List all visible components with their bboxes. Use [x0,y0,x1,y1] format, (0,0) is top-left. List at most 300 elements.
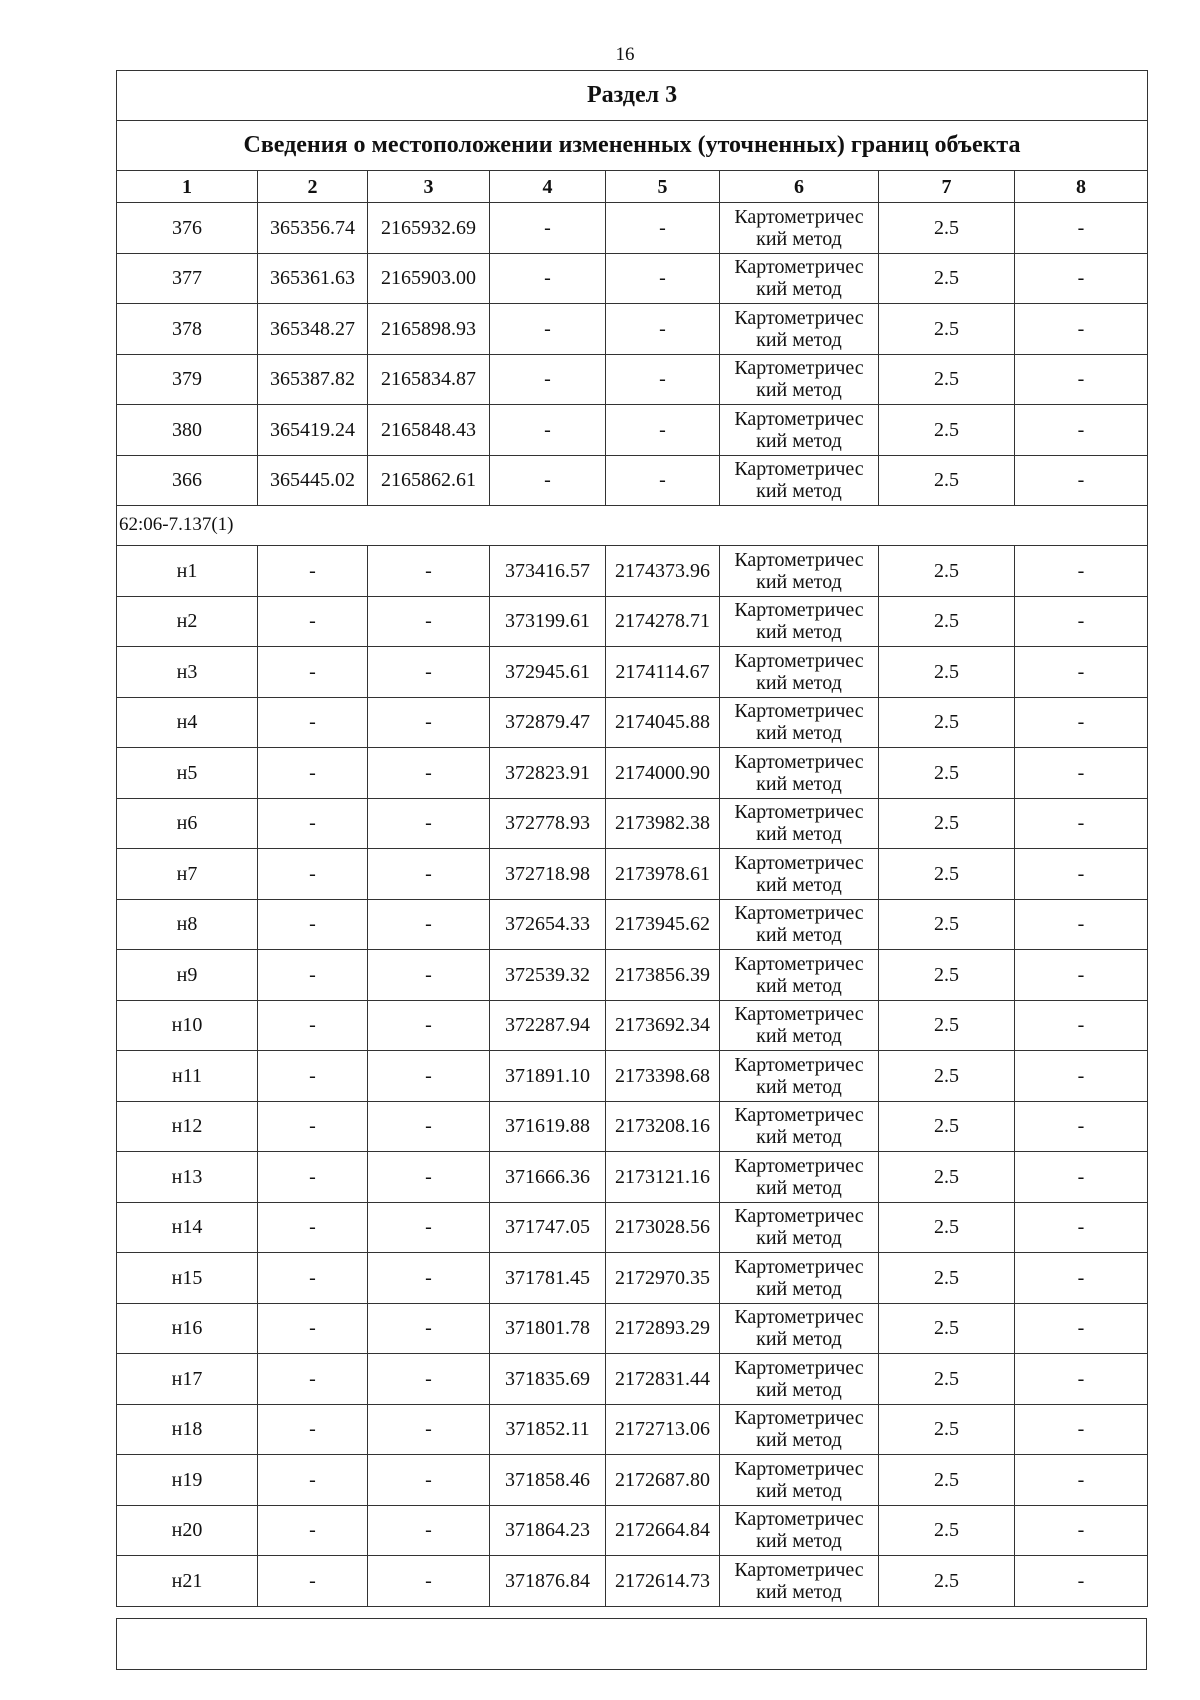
table-cell: 2173692.34 [606,1000,720,1051]
column-number: 3 [368,171,490,203]
table-cell: - [368,1303,490,1354]
table-cell: 365356.74 [258,203,368,254]
table-cell: 2172831.44 [606,1354,720,1405]
method-line: Картометричес [734,548,864,571]
method-line: Картометричес [734,256,864,279]
column-number: 6 [720,171,879,203]
method-cell [720,1101,879,1152]
table-cell: - [1015,950,1148,1001]
method-line: Картометричес [734,649,864,672]
table-cell: - [1015,596,1148,647]
column-number: 4 [490,171,606,203]
method-line: Картометричес [734,357,864,380]
table-cell: - [1015,899,1148,950]
method-line: Картометричес [734,1255,864,1278]
table-cell: - [368,950,490,1001]
table-cell: - [368,1101,490,1152]
point-id-cell: н15 [117,1253,258,1304]
table-cell: - [368,1051,490,1102]
method-line: кий метод [756,1378,842,1401]
table-cell: 2165903.00 [368,253,490,304]
method-cell [720,1152,879,1203]
method-cell [720,899,879,950]
method-line: Картометричес [734,1053,864,1076]
table-cell: - [258,1303,368,1354]
table-cell: - [368,596,490,647]
table-cell: 371666.36 [490,1152,606,1203]
table-cell: 2.5 [879,1455,1015,1506]
table-cell: 365445.02 [258,455,368,506]
group-row [117,506,1148,546]
table-cell: 2.5 [879,798,1015,849]
table-cell: - [368,647,490,698]
method-cell [720,203,879,254]
method-line: кий метод [756,379,842,402]
table-cell: 372654.33 [490,899,606,950]
method-cell [720,697,879,748]
table-cell: 2.5 [879,1253,1015,1304]
table-row [117,1303,1148,1354]
table-cell: 2.5 [879,1404,1015,1455]
table-cell: - [368,1505,490,1556]
table-row [117,697,1148,748]
method-line: Картометричес [734,1558,864,1581]
table-cell: 373416.57 [490,546,606,597]
table-cell: 2173028.56 [606,1202,720,1253]
page-number: 16 [615,44,635,65]
method-line: кий метод [756,227,842,250]
method-line: кий метод [756,621,842,644]
point-id-cell: н10 [117,1000,258,1051]
table-cell: - [1015,697,1148,748]
method-line: Картометричес [734,1205,864,1228]
table-row [117,849,1148,900]
table-cell: 2.5 [879,849,1015,900]
table-cell: - [258,1354,368,1405]
table-row [117,1000,1148,1051]
table-cell: - [258,748,368,799]
table-row [117,1202,1148,1253]
method-cell [720,849,879,900]
point-id-cell: н3 [117,647,258,698]
table-cell: 372718.98 [490,849,606,900]
table-cell: - [1015,304,1148,355]
point-id-cell: 377 [117,253,258,304]
method-line: Картометричес [734,700,864,723]
table-cell: - [258,1253,368,1304]
method-cell [720,1556,879,1607]
method-line: кий метод [756,570,842,593]
table-cell: 2.5 [879,203,1015,254]
table-cell: - [490,455,606,506]
table-cell: 2173398.68 [606,1051,720,1102]
table-cell: - [606,304,720,355]
method-cell [720,1000,879,1051]
table-cell: - [1015,647,1148,698]
table-cell: - [1015,253,1148,304]
table-cell: - [258,1051,368,1102]
table-cell: - [258,950,368,1001]
method-line: Картометричес [734,1154,864,1177]
table-cell: 2172614.73 [606,1556,720,1607]
table-row [117,354,1148,405]
table-cell: - [368,1253,490,1304]
point-id-cell: 379 [117,354,258,405]
point-id-cell: н1 [117,546,258,597]
method-line: кий метод [756,1126,842,1149]
table-cell: - [258,1101,368,1152]
table-cell: 2172713.06 [606,1404,720,1455]
table-row [117,647,1148,698]
point-id-cell: н20 [117,1505,258,1556]
table-cell: - [490,203,606,254]
method-line: кий метод [756,1580,842,1603]
table-cell: - [606,455,720,506]
table-cell: 372945.61 [490,647,606,698]
table-cell: 372287.94 [490,1000,606,1051]
point-id-cell: н7 [117,849,258,900]
table-cell: 365361.63 [258,253,368,304]
table-cell: - [490,253,606,304]
table-cell: - [1015,354,1148,405]
table-cell: 2.5 [879,354,1015,405]
method-line: кий метод [756,1025,842,1048]
table-row [117,304,1148,355]
table-cell: 2173982.38 [606,798,720,849]
table-cell: - [1015,1253,1148,1304]
method-line: Картометричес [734,306,864,329]
table-row [117,1505,1148,1556]
table-cell: - [258,697,368,748]
table-cell: 2173121.16 [606,1152,720,1203]
table-cell: - [258,1404,368,1455]
table-cell: 365387.82 [258,354,368,405]
table-cell: 2174114.67 [606,647,720,698]
table-cell: 2.5 [879,1000,1015,1051]
table-cell: 2173856.39 [606,950,720,1001]
table-row [117,203,1148,254]
table-cell: 371801.78 [490,1303,606,1354]
column-number: 8 [1015,171,1148,203]
method-line: кий метод [756,873,842,896]
table-cell: 365419.24 [258,405,368,456]
table-cell: - [1015,455,1148,506]
empty-footer-cell [116,1618,1147,1670]
point-id-cell: н8 [117,899,258,950]
table-cell: 2.5 [879,596,1015,647]
method-line: кий метод [756,278,842,301]
method-cell [720,304,879,355]
table-cell: 372879.47 [490,697,606,748]
table-cell: - [1015,1556,1148,1607]
table-row [117,1404,1148,1455]
method-line: кий метод [756,1277,842,1300]
table-cell: - [1015,849,1148,900]
table-row [117,1556,1148,1607]
method-line: Картометричес [734,1104,864,1127]
method-cell [720,1253,879,1304]
method-line: Картометричес [734,750,864,773]
point-id-cell: 378 [117,304,258,355]
section-title: Раздел 3 [117,71,1148,121]
method-line: Картометричес [734,599,864,622]
table-cell: 365348.27 [258,304,368,355]
table-row [117,899,1148,950]
method-cell [720,455,879,506]
table-cell: 372823.91 [490,748,606,799]
point-id-cell: н9 [117,950,258,1001]
table-cell: 371891.10 [490,1051,606,1102]
method-cell [720,546,879,597]
table-cell: 2.5 [879,1101,1015,1152]
method-line: кий метод [756,328,842,351]
point-id-cell: 366 [117,455,258,506]
table-cell: - [368,546,490,597]
table-cell: - [1015,203,1148,254]
method-line: Картометричес [734,1457,864,1480]
method-line: кий метод [756,1530,842,1553]
table-cell: 371864.23 [490,1505,606,1556]
table-cell: - [258,546,368,597]
method-cell [720,1202,879,1253]
method-cell [720,405,879,456]
table-cell: 371619.88 [490,1101,606,1152]
table-cell: 371852.11 [490,1404,606,1455]
method-line: Картометричес [734,902,864,925]
table-cell: 371858.46 [490,1455,606,1506]
table-cell: - [258,647,368,698]
table-cell: - [368,1354,490,1405]
table-cell: 2174278.71 [606,596,720,647]
table-row [117,455,1148,506]
method-line: Картометричес [734,1306,864,1329]
table-cell: 371781.45 [490,1253,606,1304]
table-cell: - [368,849,490,900]
table-row [117,798,1148,849]
method-line: Картометричес [734,1003,864,1026]
table-cell: - [606,405,720,456]
table-cell: 2.5 [879,253,1015,304]
table-cell: 2.5 [879,546,1015,597]
table-cell: 2.5 [879,899,1015,950]
table-cell: - [1015,1354,1148,1405]
method-line: кий метод [756,429,842,452]
table-cell: - [1015,1303,1148,1354]
table-cell: 2.5 [879,405,1015,456]
method-line: Картометричес [734,458,864,481]
table-cell: - [258,1455,368,1506]
method-cell [720,596,879,647]
table-cell: - [368,1455,490,1506]
table-row [117,950,1148,1001]
table-cell: 2.5 [879,1505,1015,1556]
table-cell: - [606,203,720,254]
point-id-cell: 380 [117,405,258,456]
method-cell [720,253,879,304]
method-line: кий метод [756,974,842,997]
table-cell: 2.5 [879,1556,1015,1607]
method-line: Картометричес [734,407,864,430]
method-cell [720,647,879,698]
table-cell: - [258,849,368,900]
point-id-cell: н11 [117,1051,258,1102]
method-cell [720,1303,879,1354]
table-cell: - [1015,1152,1148,1203]
point-id-cell: н4 [117,697,258,748]
table-cell: 2173208.16 [606,1101,720,1152]
table-cell: 2.5 [879,950,1015,1001]
table-cell: 2165898.93 [368,304,490,355]
table-cell: 2.5 [879,1354,1015,1405]
table-row [117,1101,1148,1152]
table-cell: - [258,798,368,849]
point-id-cell: н14 [117,1202,258,1253]
method-cell [720,1505,879,1556]
table-cell: - [1015,1000,1148,1051]
method-line: кий метод [756,772,842,795]
column-number: 5 [606,171,720,203]
method-line: кий метод [756,823,842,846]
table-cell: - [368,798,490,849]
table-cell: 2165834.87 [368,354,490,405]
table-cell: 2174373.96 [606,546,720,597]
table-row [117,748,1148,799]
table-cell: - [368,899,490,950]
method-line: Картометричес [734,205,864,228]
boundary-table [116,70,1148,1607]
table-cell: - [1015,405,1148,456]
table-cell: - [368,697,490,748]
table-cell: 371876.84 [490,1556,606,1607]
point-id-cell: н12 [117,1101,258,1152]
table-cell: - [258,1152,368,1203]
table-row [117,1051,1148,1102]
column-number: 1 [117,171,258,203]
method-line: кий метод [756,722,842,745]
table-cell: 2172893.29 [606,1303,720,1354]
method-cell [720,950,879,1001]
table-cell: 371835.69 [490,1354,606,1405]
method-line: кий метод [756,1429,842,1452]
table-cell: 2165862.61 [368,455,490,506]
table-cell: - [258,596,368,647]
point-id-cell: н21 [117,1556,258,1607]
method-line: Картометричес [734,801,864,824]
table-row [117,405,1148,456]
table-cell: 2.5 [879,1051,1015,1102]
method-line: кий метод [756,1176,842,1199]
table-cell: 2.5 [879,1152,1015,1203]
method-line: кий метод [756,924,842,947]
method-line: Картометричес [734,1356,864,1379]
method-line: кий метод [756,480,842,503]
table-cell: 2.5 [879,455,1015,506]
table-cell: - [258,1000,368,1051]
table-row [117,1253,1148,1304]
table-cell: 2.5 [879,1303,1015,1354]
table-cell: - [490,354,606,405]
point-id-cell: 376 [117,203,258,254]
table-cell: 2.5 [879,1202,1015,1253]
point-id-cell: н6 [117,798,258,849]
table-cell: - [1015,798,1148,849]
table-cell: - [1015,1202,1148,1253]
table-cell: - [368,1202,490,1253]
table-cell: - [490,405,606,456]
table-row [117,1152,1148,1203]
table-cell: - [1015,748,1148,799]
table-cell: - [490,304,606,355]
table-cell: - [1015,1455,1148,1506]
point-id-cell: н5 [117,748,258,799]
table-cell: 2172664.84 [606,1505,720,1556]
table-cell: 2165932.69 [368,203,490,254]
table-cell: 2.5 [879,697,1015,748]
table-cell: - [1015,1404,1148,1455]
method-line: Картометричес [734,1407,864,1430]
table-cell: - [368,1404,490,1455]
table-cell: 372539.32 [490,950,606,1001]
table-cell: - [1015,1101,1148,1152]
point-id-cell: н13 [117,1152,258,1203]
table-cell: - [368,1000,490,1051]
column-number: 2 [258,171,368,203]
table-title: Сведения о местоположении измененных (уточненных) границ объекта [117,121,1148,171]
table-row [117,1455,1148,1506]
table-cell: 2173978.61 [606,849,720,900]
column-number-row [117,171,1148,203]
table-cell: - [258,1505,368,1556]
table-row [117,596,1148,647]
method-cell [720,798,879,849]
table-cell: - [368,748,490,799]
point-id-cell: н18 [117,1404,258,1455]
table-row [117,546,1148,597]
table-row [117,1354,1148,1405]
table-row [117,253,1148,304]
method-cell [720,354,879,405]
method-cell [720,748,879,799]
method-line: Картометричес [734,1508,864,1531]
method-line: кий метод [756,1328,842,1351]
method-cell [720,1354,879,1405]
table-cell: 2174045.88 [606,697,720,748]
point-id-cell: н17 [117,1354,258,1405]
method-line: кий метод [756,1227,842,1250]
table-cell: 372778.93 [490,798,606,849]
table-cell: - [368,1556,490,1607]
table-cell: - [258,899,368,950]
table-cell: - [606,253,720,304]
table-cell: 2172687.80 [606,1455,720,1506]
method-line: Картометричес [734,952,864,975]
table-cell: - [258,1202,368,1253]
point-id-cell: н16 [117,1303,258,1354]
method-cell [720,1051,879,1102]
table-cell: 2165848.43 [368,405,490,456]
table-cell: 2172970.35 [606,1253,720,1304]
method-cell [720,1455,879,1506]
table-cell: - [258,1556,368,1607]
method-line: кий метод [756,671,842,694]
table-cell: - [606,354,720,405]
method-line: Картометричес [734,851,864,874]
table-cell: 371747.05 [490,1202,606,1253]
table-cell: 2.5 [879,304,1015,355]
table-cell: - [1015,1505,1148,1556]
table-cell: 373199.61 [490,596,606,647]
point-id-cell: н2 [117,596,258,647]
